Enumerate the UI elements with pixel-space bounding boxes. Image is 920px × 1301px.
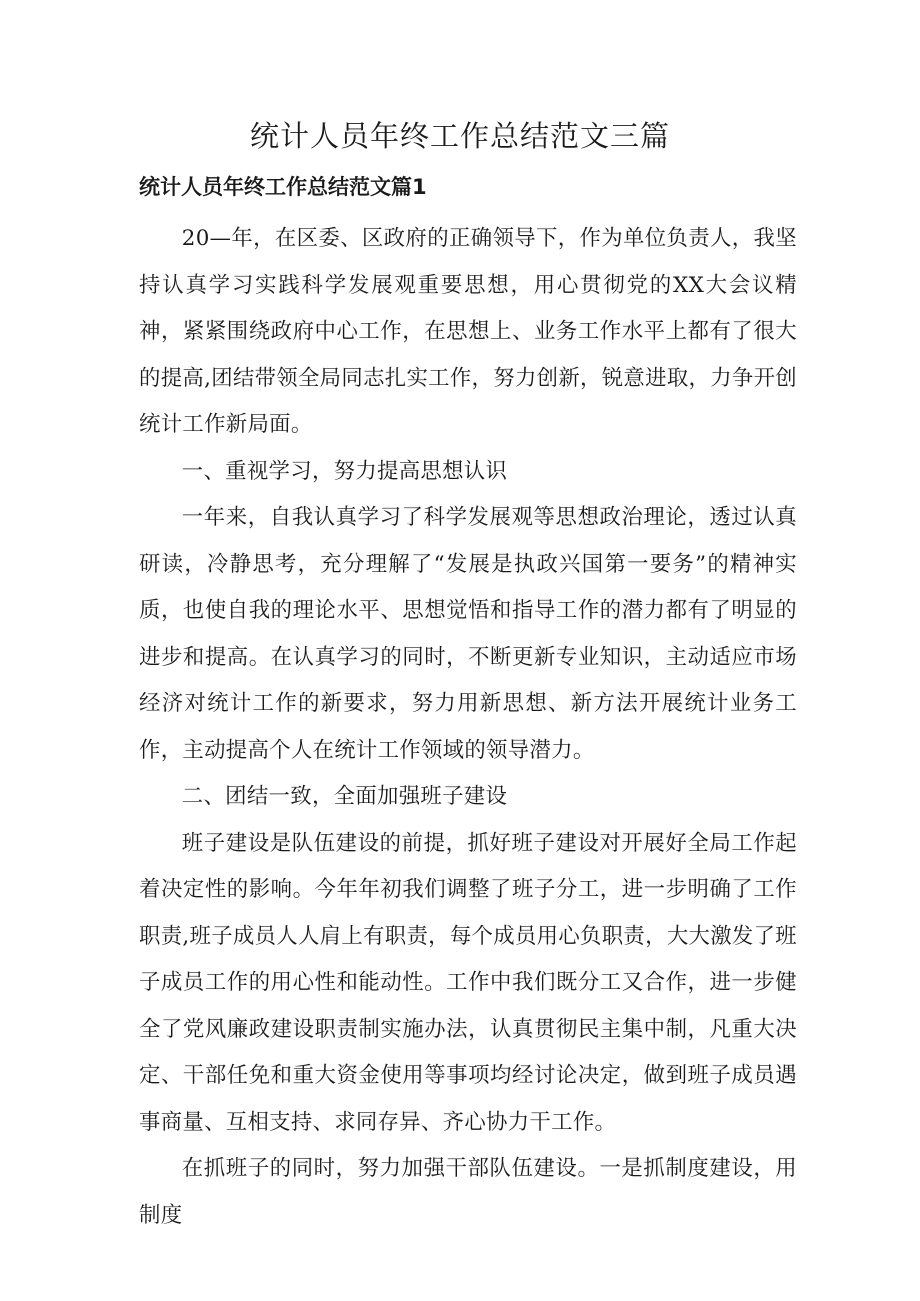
paragraph-intro: 20—年，在区委、区政府的正确领导下，作为单位负责人，我坚持认真学习实践科学发展观重要思想，用心贯彻党的XX大会议精神，紧紧围绕政府中心工作，在思想上、业务工作水平上都有了很大的提高,团结带领全局同志扎实工作，努力创新，锐意进取，力争开创统计工作新局面。 bbox=[139, 226, 797, 437]
paragraph-heading-study: 一、重视学习，努力提高思想认识 bbox=[181, 458, 508, 484]
paragraph-study: 一年来，自我认真学习了科学发展观等思想政治理论，透过认真研读，冷静思考，充分理解了“发展是执政兴国第一要务”的精神实质，也使自我的理论水平、思想觉悟和指导工作的潜力都有了明显的进步和提高。在认真学习的同时，不断更新专业知识，主动适应市场经济对统计工作的新要求，努力用新思想、新方法开展统计业务工作，主动提高个人在统计工作领域的领导潜力。 bbox=[139, 505, 797, 763]
section-title: 统计人员年终工作总结范文篇1 bbox=[139, 175, 427, 199]
paragraph-heading-team: 二、团结一致，全面加强班子建设 bbox=[181, 784, 508, 809]
paragraph-team: 班子建设是队伍建设的前提，抓好班子建设对开展好全局工作起着决定性的影响。今年年初我们调整了班子分工，进一步明确了工作职责,班子成员人人肩上有职责，每个成员用心负职责，大大激发了班子成员工作的用心性和能动性。工作中我们既分工又合作，进一步健全了党风廉政建设职责制实施办法，认真贯彻民主集中制，凡重大决定、干部任免和重大资金使用等事项均经讨论决定，做到班子成员遇事商量、互相支持、求同存异、齐心协力干工作。 bbox=[139, 830, 797, 1135]
document-title: 统计人员年终工作总结范文三篇 bbox=[249, 119, 670, 153]
paragraph-cadre: 在抓班子的同时，努力加强干部队伍建设。一是抓制度建设，用制度 bbox=[139, 1156, 797, 1228]
document-body bbox=[139, 216, 797, 1239]
